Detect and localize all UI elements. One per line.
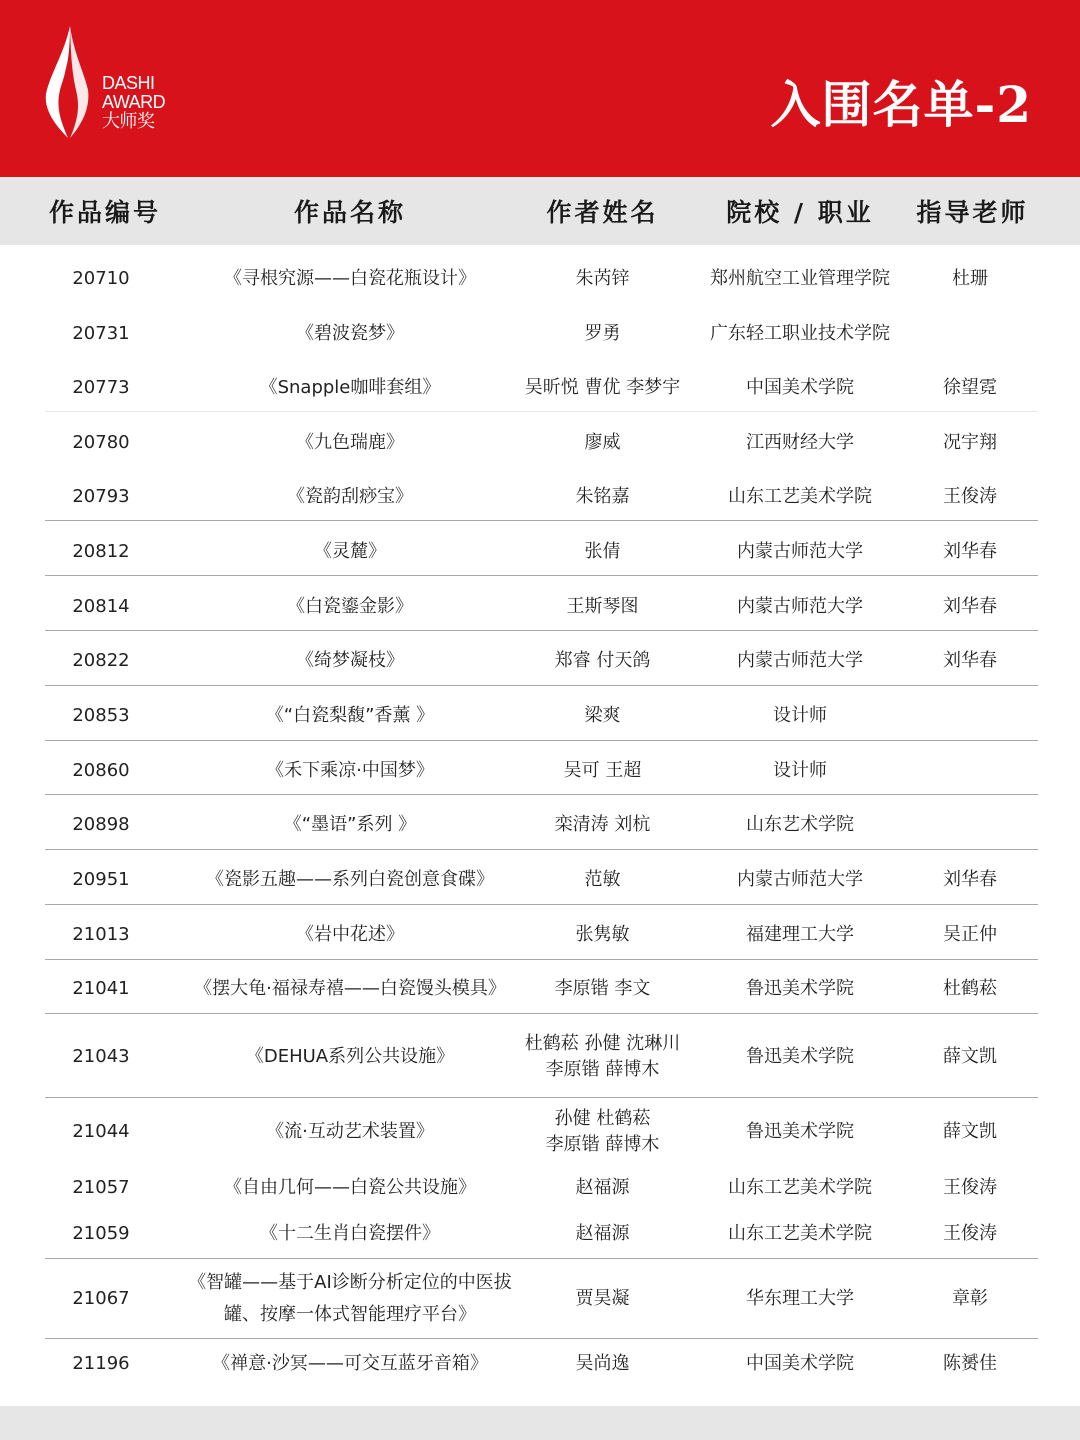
advisor-text: 徐望霓 — [943, 377, 997, 398]
school-text: 内蒙古师范大学 — [737, 650, 863, 671]
column-header-id: 作品编号 — [48, 198, 161, 227]
school-text: 内蒙古师范大学 — [737, 541, 863, 562]
advisor-text: 章彰 — [952, 1288, 988, 1309]
id-text: 20780 — [72, 432, 130, 453]
work-text: 《瓷韵刮痧宝》 — [287, 486, 413, 507]
id-text: 20731 — [72, 323, 130, 344]
table-row — [0, 908, 1080, 962]
cell-authors — [505, 1098, 700, 1166]
work-text: 《绮梦凝枝》 — [296, 650, 404, 671]
cell-work — [175, 307, 525, 361]
header-banner — [0, 0, 1080, 177]
table-row — [0, 1340, 1080, 1388]
row-divider — [45, 685, 1038, 686]
advisor-text: 况宇翔 — [943, 432, 997, 453]
cell-advisor — [905, 470, 1035, 524]
cell-advisor — [905, 744, 1035, 798]
author-line: 张隽敏 — [575, 924, 630, 945]
author-line: 罗勇 — [584, 323, 621, 344]
cell-advisor — [905, 1260, 1035, 1338]
cell-advisor — [905, 361, 1035, 415]
advisor-text: 刘华春 — [943, 869, 997, 890]
table-header — [0, 177, 1080, 245]
column-header-school: 院校 / 职业 — [726, 198, 874, 227]
cell-work — [175, 798, 525, 852]
advisor-text: 薛文凯 — [943, 1046, 997, 1067]
school-text: 山东艺术学院 — [746, 814, 854, 835]
cell-authors — [505, 1340, 700, 1388]
cell-work — [175, 1017, 525, 1097]
cell-advisor — [905, 416, 1035, 470]
id-text: 20860 — [72, 760, 130, 781]
table-row — [0, 1098, 1080, 1166]
advisor-text: 陈赟佳 — [943, 1353, 997, 1374]
id-text: 21044 — [72, 1121, 130, 1142]
id-text: 20773 — [72, 377, 130, 398]
cell-authors — [505, 689, 700, 743]
school-text: 郑州航空工业管理学院 — [710, 268, 890, 289]
row-divider — [45, 740, 1038, 741]
cell-authors — [505, 744, 700, 798]
cell-school — [700, 1210, 900, 1258]
cell-school — [700, 634, 900, 688]
cell-authors — [505, 1260, 700, 1338]
advisor-text: 刘华春 — [943, 541, 997, 562]
cell-school — [700, 525, 900, 579]
cell-advisor — [905, 1098, 1035, 1166]
cell-authors — [505, 525, 700, 579]
school-text: 华东理工大学 — [746, 1288, 854, 1309]
work-text: 《摆大龟·福禄寿禧——白瓷馒头模具》 — [194, 978, 506, 999]
cell-school — [700, 1098, 900, 1166]
row-divider — [45, 904, 1038, 905]
table-row — [0, 361, 1080, 415]
cell-id — [40, 1098, 162, 1166]
table-row — [0, 470, 1080, 524]
work-text: 《DEHUA系列公共设施》 — [245, 1046, 455, 1067]
cell-school — [700, 1017, 900, 1097]
school-text: 鲁迅美术学院 — [746, 1121, 854, 1142]
row-divider — [45, 849, 1038, 850]
cell-id — [40, 962, 162, 1016]
id-text: 21041 — [72, 978, 130, 999]
author-line: 张倩 — [584, 541, 621, 562]
work-text: 《九色瑞鹿》 — [296, 432, 404, 453]
cell-authors — [505, 580, 700, 634]
advisor-text: 刘华春 — [943, 650, 997, 671]
cell-id — [40, 1210, 162, 1258]
cell-work — [175, 361, 525, 415]
cell-school — [700, 580, 900, 634]
school-text: 福建理工大学 — [746, 924, 854, 945]
row-divider — [45, 1097, 1038, 1098]
work-text: 《寻根究源——白瓷花瓶设计》 — [224, 268, 476, 289]
table-row — [0, 1210, 1080, 1258]
id-text: 21043 — [72, 1046, 130, 1067]
cell-authors — [505, 908, 700, 962]
cell-id — [40, 525, 162, 579]
school-text: 鲁迅美术学院 — [746, 978, 854, 999]
row-divider — [45, 1338, 1038, 1339]
author-line: 朱铭嘉 — [575, 486, 630, 507]
column-header-author: 作者姓名 — [546, 198, 659, 227]
school-text: 山东工艺美术学院 — [728, 1177, 872, 1198]
cell-id — [40, 470, 162, 524]
advisor-text: 王俊涛 — [943, 1223, 997, 1244]
cell-id — [40, 744, 162, 798]
cell-school — [700, 1340, 900, 1388]
cell-authors — [505, 853, 700, 907]
cell-advisor — [905, 634, 1035, 688]
cell-authors — [505, 252, 700, 306]
row-divider — [45, 520, 1038, 521]
cell-work — [175, 689, 525, 743]
footer-bar — [0, 1406, 1080, 1440]
cell-advisor — [905, 1210, 1035, 1258]
cell-school — [700, 798, 900, 852]
table-row — [0, 853, 1080, 907]
cell-school — [700, 361, 900, 415]
id-text: 20812 — [72, 541, 130, 562]
author-line: 吴尚逸 — [575, 1353, 630, 1374]
cell-work — [175, 1260, 525, 1338]
work-text: 《灵麓》 — [314, 541, 386, 562]
id-text: 20853 — [72, 705, 130, 726]
cell-work — [175, 908, 525, 962]
id-text: 21059 — [72, 1223, 130, 1244]
cell-advisor — [905, 962, 1035, 1016]
school-text: 设计师 — [773, 705, 827, 726]
cell-id — [40, 307, 162, 361]
row-divider — [45, 959, 1038, 960]
cell-authors — [505, 307, 700, 361]
author-line: 王斯琴图 — [566, 596, 639, 617]
cell-authors — [505, 1017, 700, 1097]
work-text: 《禅意·沙冥——可交互蓝牙音箱》 — [212, 1353, 488, 1374]
cell-work — [175, 416, 525, 470]
cell-school — [700, 470, 900, 524]
cell-authors — [505, 1210, 700, 1258]
work-text: 《白瓷鎏金影》 — [287, 596, 413, 617]
table-row — [0, 634, 1080, 688]
id-text: 20814 — [72, 596, 130, 617]
dashi-award-logo — [40, 24, 190, 144]
cell-authors — [505, 361, 700, 415]
id-text: 21013 — [72, 924, 130, 945]
cell-id — [40, 853, 162, 907]
author-line: 梁爽 — [584, 705, 621, 726]
row-divider — [45, 411, 1038, 412]
school-text: 内蒙古师范大学 — [737, 869, 863, 890]
cell-id — [40, 361, 162, 415]
cell-id — [40, 634, 162, 688]
flame-logo-icon — [40, 24, 100, 144]
table-row — [0, 252, 1080, 306]
cell-school — [700, 416, 900, 470]
cell-authors — [505, 416, 700, 470]
author-line: 赵福源 — [575, 1177, 630, 1198]
author-line: 范敏 — [584, 869, 621, 890]
author-line: 栾清涛 刘杭 — [554, 814, 651, 835]
id-text: 20822 — [72, 650, 130, 671]
table-row — [0, 307, 1080, 361]
advisor-text: 薛文凯 — [943, 1121, 997, 1142]
cell-id — [40, 416, 162, 470]
table-row — [0, 1017, 1080, 1097]
school-text: 山东工艺美术学院 — [728, 1223, 872, 1244]
work-text: 《碧波瓷梦》 — [296, 323, 404, 344]
author-line: 李原锴 李文 — [554, 978, 651, 999]
work-text: 《瓷影五趣——系列白瓷创意食碟》 — [206, 869, 494, 890]
table-row — [0, 798, 1080, 852]
work-text: 《禾下乘凉·中国梦》 — [266, 760, 434, 781]
cell-school — [700, 252, 900, 306]
work-text: 《流·互动艺术装置》 — [266, 1121, 434, 1142]
advisor-text: 王俊涛 — [943, 486, 997, 507]
cell-advisor — [905, 1017, 1035, 1097]
cell-advisor — [905, 908, 1035, 962]
author-line: 李原锴 薛博木 — [545, 1059, 660, 1080]
cell-advisor — [905, 798, 1035, 852]
cell-work — [175, 1210, 525, 1258]
cell-work — [175, 1098, 525, 1166]
cell-school — [700, 1260, 900, 1338]
cell-id — [40, 1017, 162, 1097]
table-row — [0, 962, 1080, 1016]
table-row — [0, 744, 1080, 798]
school-text: 山东工艺美术学院 — [728, 486, 872, 507]
id-text: 21057 — [72, 1177, 130, 1198]
cell-advisor — [905, 689, 1035, 743]
cell-school — [700, 1166, 900, 1210]
cell-work — [175, 1340, 525, 1388]
cell-school — [700, 744, 900, 798]
cell-school — [700, 962, 900, 1016]
cell-id — [40, 689, 162, 743]
cell-id — [40, 1260, 162, 1338]
table-row — [0, 580, 1080, 634]
school-text: 江西财经大学 — [746, 432, 854, 453]
row-divider — [45, 1013, 1038, 1014]
school-text: 广东轻工职业技术学院 — [710, 323, 890, 344]
cell-id — [40, 580, 162, 634]
row-divider — [45, 794, 1038, 795]
cell-work — [175, 744, 525, 798]
author-line: 吴可 王超 — [563, 760, 642, 781]
advisor-text: 刘华春 — [943, 596, 997, 617]
cell-advisor — [905, 1166, 1035, 1210]
cell-advisor — [905, 1340, 1035, 1388]
work-text: 《十二生肖白瓷摆件》 — [260, 1223, 440, 1244]
table-row — [0, 1260, 1080, 1338]
cell-work — [175, 525, 525, 579]
cell-id — [40, 1340, 162, 1388]
advisor-text: 王俊涛 — [943, 1177, 997, 1198]
cell-work — [175, 634, 525, 688]
author-line: 李原锴 薛博木 — [545, 1134, 660, 1155]
cell-authors — [505, 798, 700, 852]
cell-work — [175, 853, 525, 907]
school-text: 设计师 — [773, 760, 827, 781]
school-text: 内蒙古师范大学 — [737, 596, 863, 617]
cell-authors — [505, 634, 700, 688]
id-text: 20710 — [72, 268, 130, 289]
work-text: 《“白瓷梨馥”香薰 》 — [265, 705, 435, 726]
author-line: 赵福源 — [575, 1223, 630, 1244]
author-line: 孙健 杜鹤菘 — [554, 1108, 651, 1129]
author-line: 朱芮锌 — [575, 268, 630, 289]
cell-work — [175, 1166, 525, 1210]
row-divider — [45, 575, 1038, 576]
school-text: 中国美术学院 — [746, 377, 854, 398]
cell-advisor — [905, 580, 1035, 634]
id-text: 21196 — [72, 1353, 130, 1374]
work-line: 《智罐——基于AI诊断分析定位的中医拔 — [188, 1272, 512, 1293]
logo-text: DASHI AWARD 大师奖 — [102, 73, 166, 131]
advisor-text: 吴正仲 — [943, 924, 997, 945]
advisor-text: 杜鹤菘 — [943, 978, 997, 999]
cell-authors — [505, 470, 700, 524]
author-line: 廖威 — [584, 432, 621, 453]
cell-id — [40, 908, 162, 962]
advisor-text: 杜珊 — [952, 268, 988, 289]
table-row — [0, 1166, 1080, 1210]
id-text: 20898 — [72, 814, 130, 835]
cell-authors — [505, 962, 700, 1016]
id-text: 21067 — [72, 1288, 130, 1309]
column-header-work: 作品名称 — [293, 198, 406, 227]
table-row — [0, 525, 1080, 579]
school-text: 鲁迅美术学院 — [746, 1046, 854, 1067]
cell-id — [40, 1166, 162, 1210]
cell-advisor — [905, 525, 1035, 579]
cell-school — [700, 307, 900, 361]
work-text: 《岩中花述》 — [296, 924, 404, 945]
cell-school — [700, 853, 900, 907]
id-text: 20951 — [72, 869, 130, 890]
cell-id — [40, 798, 162, 852]
cell-authors — [505, 1166, 700, 1210]
cell-work — [175, 252, 525, 306]
work-text: 《Snapple咖啡套组》 — [259, 377, 441, 398]
table-row — [0, 416, 1080, 470]
author-line: 郑睿 付天鸽 — [554, 650, 651, 671]
school-text: 中国美术学院 — [746, 1353, 854, 1374]
cell-work — [175, 962, 525, 1016]
column-header-advisor: 指导老师 — [916, 198, 1029, 227]
cell-work — [175, 470, 525, 524]
work-line: 罐、按摩一体式智能理疗平台》 — [224, 1304, 476, 1325]
work-text: 《自由几何——白瓷公共设施》 — [224, 1177, 476, 1198]
id-text: 20793 — [72, 486, 130, 507]
cell-school — [700, 689, 900, 743]
row-divider — [45, 1258, 1038, 1259]
cell-school — [700, 908, 900, 962]
page-title: 入围名单-2 — [770, 75, 1032, 134]
cell-advisor — [905, 853, 1035, 907]
cell-work — [175, 580, 525, 634]
row-divider — [45, 630, 1038, 631]
author-line: 贾昊凝 — [575, 1288, 630, 1309]
work-text: 《“墨语”系列 》 — [283, 814, 417, 835]
table-row — [0, 689, 1080, 743]
cell-advisor — [905, 307, 1035, 361]
cell-id — [40, 252, 162, 306]
cell-advisor — [905, 252, 1035, 306]
author-line: 吴昕悦 曹优 李梦宇 — [524, 377, 681, 398]
author-line: 杜鹤菘 孙健 沈琳川 — [524, 1033, 681, 1054]
